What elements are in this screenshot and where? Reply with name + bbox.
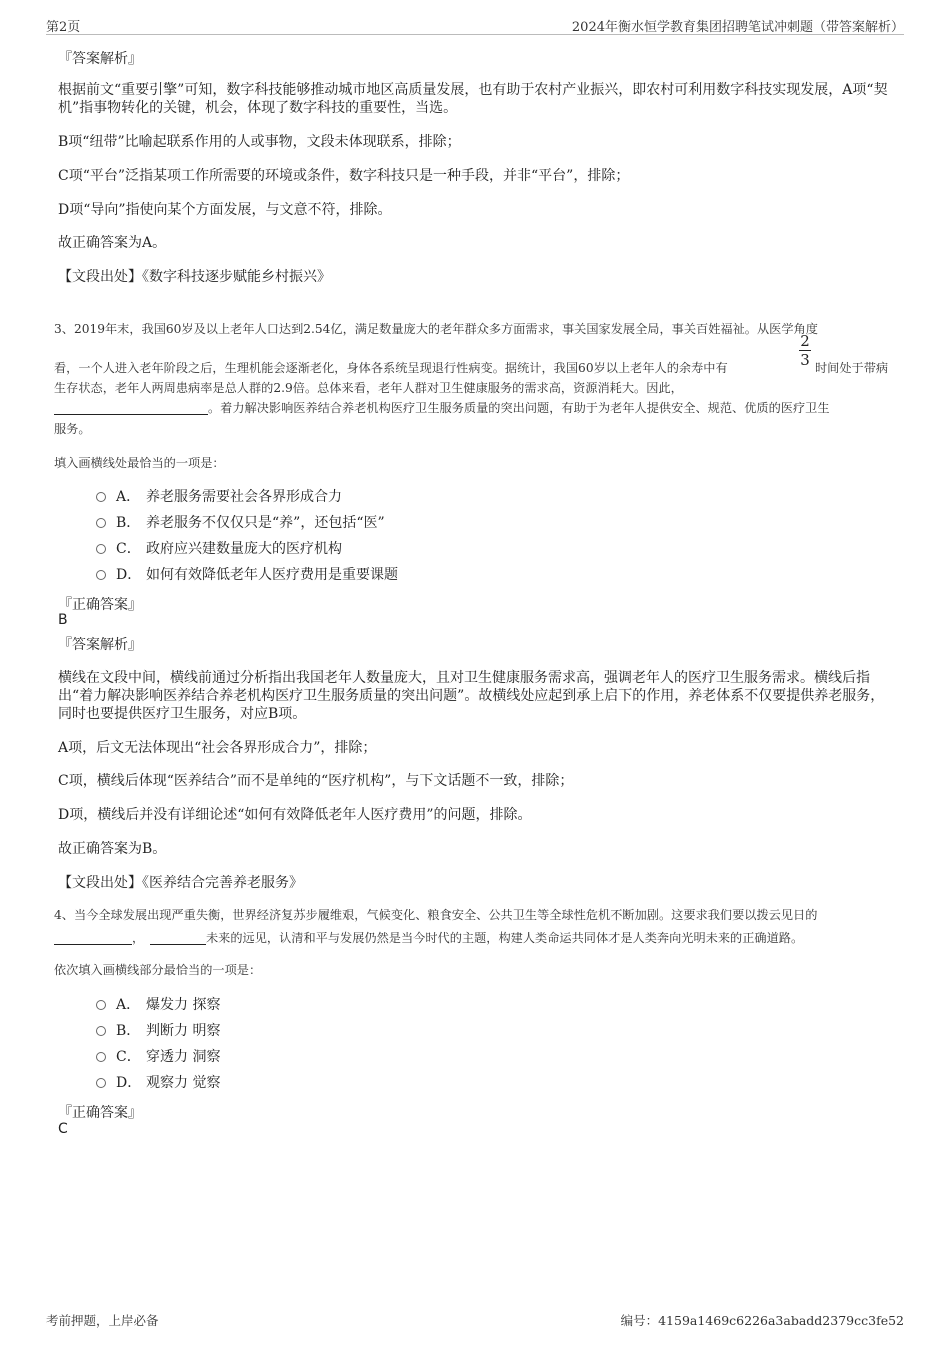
q4-answer-label: 『正确答案』 [58, 1105, 142, 1121]
q3-source: 【文段出处】《医养结合完善养老服务》 [58, 875, 303, 891]
page-header [46, 14, 904, 35]
option-text: 政府应兴建数量庞大的医疗机构 [146, 541, 342, 557]
option-text: 穿透力 洞察 [146, 1049, 221, 1065]
q3-stem-line: 生存状态，老年人两周患病率是总人群的2.9倍。总体来看，老年人群对卫生健康服务的需求高，资源消耗大。因此， [54, 381, 683, 395]
q3-answer: B [58, 612, 68, 628]
fill-blank [54, 400, 208, 415]
q4-option-b[interactable] [96, 1021, 220, 1041]
q2-analysis-option-c: C项“平台”泛指某项工作所需要的环境或条件，数字科技只是一种手段，并非“平台”，排除； [58, 168, 630, 184]
q3-stem-line: 时间处于带病 [815, 361, 889, 375]
option-text: 观察力 觉察 [146, 1075, 221, 1091]
q3-option-a[interactable] [96, 487, 342, 507]
option-letter: A． [116, 997, 141, 1013]
fill-blank [54, 930, 132, 945]
q3-option-b[interactable] [96, 513, 385, 533]
q4-separator: ， [132, 931, 145, 945]
q4-option-d[interactable] [96, 1073, 220, 1093]
q3-stem-text: 。着力解决影响医养结合养老机构医疗卫生服务质量的突出问题，有助于为老年人提供安全、规范、优质的医疗卫生 [208, 401, 830, 415]
radio-icon[interactable] [96, 1052, 106, 1062]
q3-answer-label: 『正确答案』 [58, 597, 142, 613]
option-text: 养老服务不仅仅只是“养”，还包括“医” [146, 515, 385, 531]
q2-analysis-label: 『答案解析』 [58, 51, 142, 67]
option-text: 如何有效降低老年人医疗费用是重要课题 [146, 567, 398, 583]
q3-stem-line: 3、2019年末，我国60岁及以上老年人口达到2.54亿，满足数量庞大的老年群众多方面需求，事关国家发展全局，事关百姓福祉。从医学角度 [54, 322, 818, 336]
radio-icon[interactable] [96, 544, 106, 554]
q3-analysis-option-c: C项，横线后体现“医养结合”而不是单纯的“医疗机构”，与下文话题不一致，排除； [58, 773, 574, 789]
q2-correct-answer-line: 故正确答案为A。 [58, 235, 167, 251]
q2-analysis-option-b: B项“纽带”比喻起联系作用的人或事物，文段未体现联系，排除； [58, 134, 461, 150]
q2-analysis-option-d: D项“导向”指使向某个方面发展，与文意不符，排除。 [58, 202, 392, 218]
q3-analysis-option-d: D项，横线后并没有详细论述“如何有效降低老年人医疗费用”的问题，排除。 [58, 807, 532, 823]
radio-icon[interactable] [96, 1078, 106, 1088]
radio-icon[interactable] [96, 1026, 106, 1036]
option-letter: A． [116, 489, 141, 505]
option-text: 判断力 明察 [146, 1023, 221, 1039]
q4-stem-text: 未来的远见，认清和平与发展仍然是当今时代的主题，构建人类命运共同体才是人类奔向光明未来的正确道路。 [206, 931, 804, 945]
q4-stem-line [54, 927, 803, 950]
fill-blank [150, 930, 206, 945]
radio-icon[interactable] [96, 492, 106, 502]
q3-option-d[interactable] [96, 565, 398, 585]
fraction-numerator: 2 [800, 332, 810, 350]
option-text: 养老服务需要社会各界形成合力 [146, 489, 342, 505]
option-letter: B． [116, 1023, 141, 1039]
q3-analysis-label: 『答案解析』 [58, 637, 142, 653]
q3-analysis-paragraph: 横线在文段中间，横线前通过分析指出我国老年人数量庞大，且对卫生健康服务需求高，强调老年人的医疗卫生服务需求。横线后指出“着力解决影响医养结合养老机构医疗卫生服务质量的突出问题”。故横线处应起到承上启下的作用，养老体系不仅要提供养老服务，同时也要提供医疗卫生服务，对应B项。 [58, 670, 885, 722]
page-number: 第2页 [46, 20, 81, 35]
document-code: 编号：4159a1469c6226a3abadd2379cc3fe52 [620, 1313, 904, 1328]
q4-answer: C [58, 1121, 68, 1137]
option-text: 爆发力 探察 [146, 997, 221, 1013]
q4-option-a[interactable] [96, 995, 220, 1015]
q3-correct-answer-line: 故正确答案为B。 [58, 841, 167, 857]
q3-analysis-option-a: A项，后文无法体现出“社会各界形成合力”，排除； [58, 740, 377, 756]
radio-icon[interactable] [96, 1000, 106, 1010]
option-letter: D． [116, 1075, 142, 1091]
fraction-denominator: 3 [800, 351, 810, 369]
q3-stem [54, 318, 910, 341]
q4-option-c[interactable] [96, 1047, 220, 1067]
q2-analysis-paragraph: 根据前文“重要引擎”可知，数字科技能够推动城市地区高质量发展，也有助于农村产业振兴，即农村可利用数字科技实现发展，A项“契机”指事物转化的关键，机会，体现了数字科技的重要性，当选。 [58, 82, 888, 116]
document-title: 2024年衡水恒学教育集团招聘笔试冲刺题（带答案解析） [571, 20, 904, 35]
radio-icon[interactable] [96, 518, 106, 528]
q3-stem-line: 服务。 [54, 422, 91, 436]
radio-icon[interactable] [96, 570, 106, 580]
footer-slogan: 考前押题，上岸必备 [46, 1313, 159, 1328]
q3-stem-line [54, 397, 830, 420]
q4-prompt: 依次填入画横线部分最恰当的一项是： [54, 963, 262, 977]
option-letter: C． [116, 1049, 141, 1065]
q3-prompt: 填入画横线处最恰当的一项是： [54, 456, 225, 470]
option-letter: C． [116, 541, 141, 557]
option-letter: D． [116, 567, 142, 583]
fraction-two-thirds [798, 332, 812, 369]
option-letter: B． [116, 515, 141, 531]
q3-stem-line: 看，一个人进入老年阶段之后，生理机能会逐渐老化，身体各系统呈现退行性病变。据统计，我国60岁以上老年人的余寿中有 [54, 361, 728, 375]
q2-source: 【文段出处】《数字科技逐步赋能乡村振兴》 [58, 269, 331, 285]
q4-stem-line: 4、当今全球发展出现严重失衡，世界经济复苏步履维艰，气候变化、粮食安全、公共卫生等全球性危机不断加剧。这要求我们要以拨云见日的 [54, 908, 818, 922]
q3-option-c[interactable] [96, 539, 342, 559]
